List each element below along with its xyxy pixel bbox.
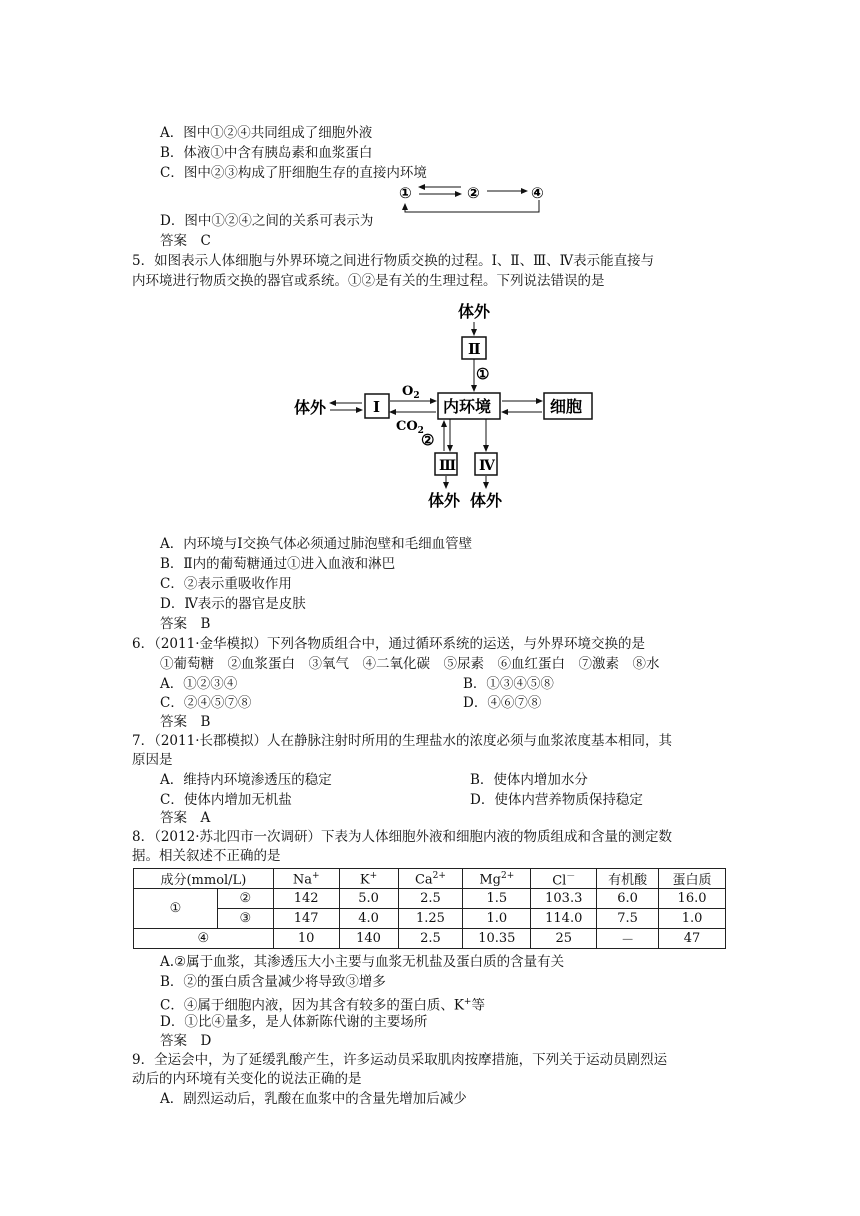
table-row-label: ② (217, 889, 273, 909)
table-header-cell: Cl－ (531, 869, 597, 889)
q5-answer: 答案 B (160, 616, 211, 632)
table-group-label: ① (134, 889, 218, 929)
q6-option-a: A．①②③④ (160, 676, 238, 692)
q7-option-b: B．使体内增加水分 (470, 772, 588, 788)
table-cell: 1.0 (659, 909, 726, 929)
table-cell: 140 (339, 929, 398, 949)
table-cell: 2.5 (398, 929, 463, 949)
table-cell: 6.0 (597, 889, 659, 909)
q9-stem-line-2: 动后的内环境有关变化的说法正确的是 (132, 1071, 362, 1087)
table-cell: 10.35 (463, 929, 531, 949)
q7-answer: 答案 A (160, 810, 211, 826)
diagram-outside-bottom-1: 体外 (428, 491, 461, 510)
diagram-o2-sub: 2 (413, 391, 420, 401)
table-cell: 47 (659, 929, 726, 949)
table-cell: 10 (273, 929, 339, 949)
table-header-cell: 有机酸 (597, 869, 659, 889)
diagram-process-1: ① (476, 365, 490, 383)
q8-stem-line-1: 8．（2012·苏北四市一次调研）下表为人体细胞外液和细胞内液的物质组成和含量的测定数 (132, 829, 672, 845)
q4-option-c: C．图中②③构成了肝细胞生存的直接内环境 (160, 165, 427, 181)
table-header-row (134, 869, 726, 889)
table-header-cell: 蛋白质 (659, 869, 726, 889)
table-cell: 25 (531, 929, 597, 949)
table-cell: 1.25 (398, 909, 463, 929)
table-cell: 7.5 (597, 909, 659, 929)
table-cell: 147 (273, 909, 339, 929)
q4-node-4: ④ (531, 184, 544, 202)
q4-node-1: ① (399, 184, 412, 202)
q8-option-a: A.②属于血浆，其渗透压大小主要与血浆无机盐及蛋白质的含量有关 (160, 954, 565, 970)
q7-stem-line-2: 原因是 (132, 752, 173, 768)
table-cell: 16.0 (659, 889, 726, 909)
q5-stem-line-1: 5．如图表示人体细胞与外界环境之间进行物质交换的过程。Ⅰ、Ⅱ、Ⅲ、Ⅳ表示能直接与 (132, 253, 655, 269)
diagram-outside-top: 体外 (458, 302, 491, 321)
diagram-label-2: Ⅱ (468, 340, 481, 358)
q5-option-a: A．内环境与Ⅰ交换气体必须通过肺泡壁和毛细血管壁 (160, 536, 473, 552)
table-row (134, 909, 726, 929)
table-header-cell: K+ (339, 869, 398, 889)
q6-option-b: B．①③④⑤⑧ (463, 676, 554, 692)
q8-data-table (133, 868, 726, 949)
q6-stem: 6．（2011·金华模拟）下列各物质组合中，通过循环系统的运送，与外界环境交换的是 (132, 636, 645, 652)
diagram-co2: CO (396, 419, 418, 434)
diagram-label-1: Ⅰ (373, 398, 381, 416)
table-row (134, 929, 726, 949)
q7-option-a: A．维持内环境渗透压的稳定 (160, 772, 332, 788)
q6-option-c: C．②④⑤⑦⑧ (160, 695, 252, 711)
table-row (134, 889, 726, 909)
table-row-label: ④ (134, 929, 274, 949)
q6-answer: 答案 B (160, 714, 211, 730)
q8-option-d: D．①比④量多，是人体新陈代谢的主要场所 (160, 1014, 428, 1030)
table-row-label: ③ (217, 909, 273, 929)
q5-stem-line-2: 内环境进行物质交换的器官或系统。①②是有关的生理过程。下列说法错误的是 (132, 273, 605, 289)
table-header-cell: Na+ (273, 869, 339, 889)
svg-text:O2 (402, 384, 420, 401)
table-cell: 1.0 (463, 909, 531, 929)
table-header-cell: $Mg^{2+}$ (463, 869, 531, 889)
diagram-label-3: Ⅲ (439, 458, 457, 474)
q6-option-d: D．④⑥⑦⑧ (463, 695, 542, 711)
q8-option-c: C．④属于细胞内液，因为其含有较多的蛋白质、K+等 (160, 997, 485, 1014)
diagram-co2-sub: 2 (417, 426, 424, 436)
table-cell: 2.5 (398, 889, 463, 909)
table-cell: 1.5 (463, 889, 531, 909)
q9-stem-line-1: 9．全运会中，为了延缓乳酸产生，许多运动员采取肌肉按摩措施，下列关于运动员剧烈运 (132, 1052, 668, 1068)
diagram-label-4: Ⅳ (479, 458, 495, 474)
q4-answer: 答案 C (160, 233, 211, 249)
q6-items: ①葡萄糖 ②血浆蛋白 ③氧气 ④二氧化碳 ⑤尿素 ⑥血红蛋白 ⑦激素 ⑧水 (160, 656, 660, 672)
q5-option-c: C．②表示重吸收作用 (160, 576, 292, 592)
q5-exchange-diagram (290, 295, 640, 515)
svg-text:CO2 (396, 419, 424, 436)
q5-option-d: D．Ⅳ表示的器官是皮肤 (160, 596, 306, 612)
q4-relation-diagram (395, 180, 555, 228)
q4-option-b: B．体液①中含有胰岛素和血浆蛋白 (160, 145, 373, 161)
q9-option-a: A．剧烈运动后，乳酸在血浆中的含量先增加后减少 (160, 1091, 467, 1107)
q7-option-d: D．使体内营养物质保持稳定 (470, 792, 643, 808)
table-header-cell: 成分(mmol/L) (134, 869, 274, 889)
diagram-label-cell: 细胞 (550, 397, 583, 416)
diagram-process-2: ② (421, 431, 435, 449)
diagram-o2: O (402, 384, 414, 399)
table-cell: 142 (273, 889, 339, 909)
q7-stem-line-1: 7．（2011·长郡模拟）人在静脉注射时所用的生理盐水的浓度必须与血浆浓度基本相同，其 (132, 733, 672, 749)
q4-node-2: ② (467, 184, 480, 202)
diagram-outside-bottom-2: 体外 (470, 491, 503, 510)
table-header-cell: $Ca^{2+}$ (398, 869, 463, 889)
table-cell: 4.0 (339, 909, 398, 929)
table-cell: 5.0 (339, 889, 398, 909)
q4-option-a: A．图中①②④共同组成了细胞外液 (160, 125, 373, 141)
q4-option-d: D．图中①②④之间的关系可表示为 (160, 213, 374, 229)
q8-answer: 答案 D (160, 1033, 212, 1049)
q7-option-c: C．使体内增加无机盐 (160, 792, 292, 808)
q8-option-b: B．②的蛋白质含量减少将导致③增多 (160, 974, 386, 990)
table-cell: 103.3 (531, 889, 597, 909)
table-cell: 114.0 (531, 909, 597, 929)
q8-stem-line-2: 据。相关叙述不正确的是 (132, 848, 281, 864)
diagram-outside-left: 体外 (294, 398, 327, 417)
table-cell: － (597, 929, 659, 949)
diagram-label-center: 内环境 (443, 397, 492, 416)
q5-option-b: B．Ⅱ内的葡萄糖通过①进入血液和淋巴 (160, 556, 396, 572)
